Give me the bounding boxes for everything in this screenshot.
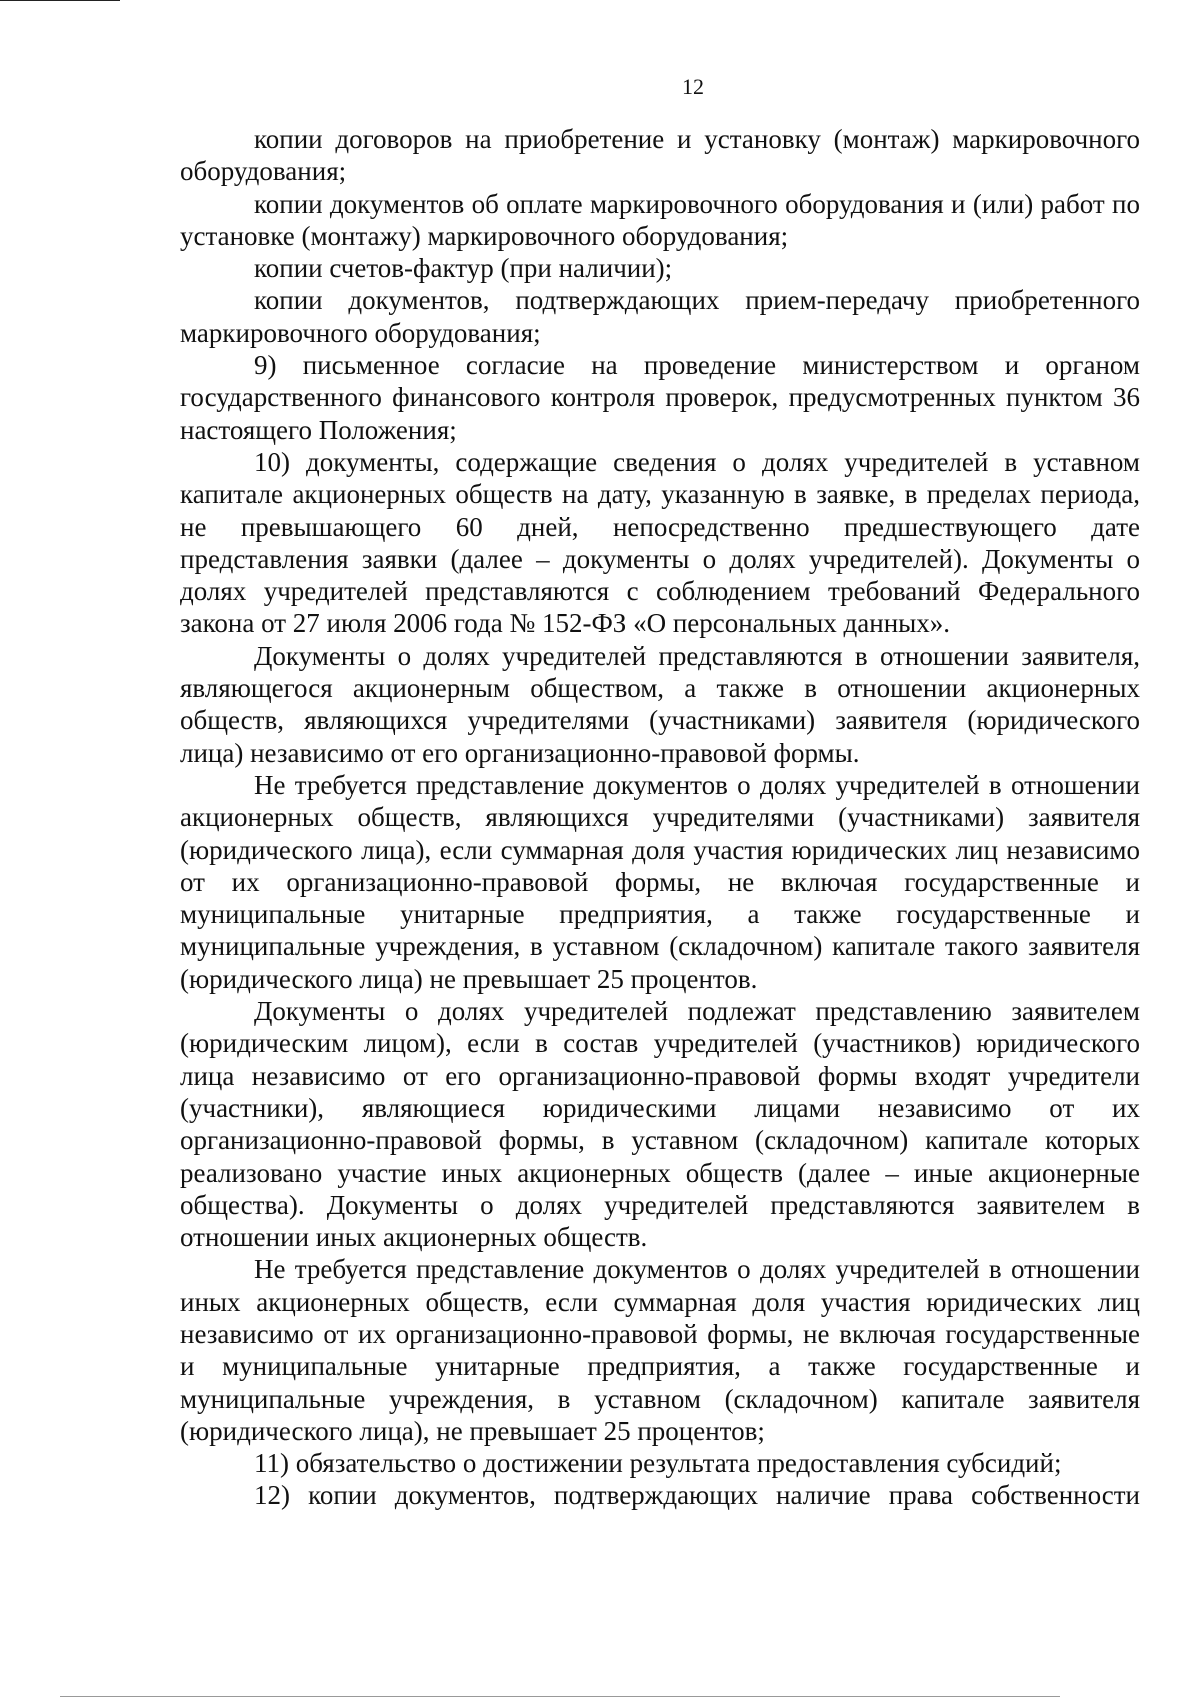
page-number: 12 bbox=[682, 74, 704, 99]
paragraph: Не требуется представление документов о долях учредителей в отношении акционерных обществ, являющихся учредителями (участниками) заявителя (юридического лица), если суммарная доля участия юридических лиц независимо от их организационно-правовой формы, не включая государственные и муниципальные унитарные предприятия, а также государственные и муниципальные учреждения, в уставном (складочном) капитале такого заявителя (юридического лица) не превышает 25 процентов. bbox=[180, 769, 1140, 994]
document-body bbox=[180, 123, 1140, 1512]
scan-edge-line bbox=[0, 0, 120, 1]
paragraph: 9) письменное согласие на проведение министерством и органом государственного финансового контроля проверок, предусмотренных пунктом 36 настоящего Положения; bbox=[180, 350, 1140, 445]
paragraph: 11) обязательство о достижении результата предоставления субсидий; bbox=[254, 1448, 1062, 1479]
paragraph: Документы о долях учредителей представляются в отношении заявителя, являющегося акционерным обществом, а также в отношении акционерных обществ, являющихся учредителями (участниками) заявителя (юридического лица) независимо от его организационно-правовой формы. bbox=[180, 640, 1140, 768]
paragraph: копии счетов-фактур (при наличии); bbox=[254, 253, 673, 284]
paragraph: копии договоров на приобретение и установку (монтаж) маркировочного оборудования; bbox=[180, 124, 1140, 187]
paragraph: 10) документы, содержащие сведения о долях учредителей в уставном капитале акционерных обществ на дату, указанную в заявке, в пределах периода, не превышающего 60 дней, непосредственно предшествующего дате представления заявки (далее – документы о долях учредителей). Документы о долях учредителей представляются с соблюдением требований Федерального закона от 27 июля 2006 года № 152-ФЗ «О персональных данных». bbox=[180, 446, 1140, 639]
paragraph: копии документов, подтверждающих прием-передачу приобретенного маркировочного оборудования; bbox=[180, 285, 1140, 348]
paragraph: копии документов об оплате маркировочного оборудования и (или) работ по установке (монтажу) маркировочного оборудования; bbox=[180, 188, 1140, 251]
scan-edge-line bbox=[60, 1696, 1060, 1697]
paragraph: 12) копии документов, подтверждающих наличие права собственности bbox=[254, 1480, 1140, 1511]
paragraph: Не требуется представление документов о долях учредителей в отношении иных акционерных обществ, если суммарная доля участия юридических лиц независимо от их организационно-правовой формы, не включая государственные и муниципальные унитарные предприятия, а также государственные и муниципальные учреждения, в уставном (складочном) капитале заявителя (юридического лица), не превышает 25 процентов; bbox=[180, 1254, 1140, 1446]
paragraph: Документы о долях учредителей подлежат представлению заявителем (юридическим лицом), если в состав учредителей (участников) юридического лица независимо от его организационно-правовой формы входят учредители (участники), являющиеся юридическими лицами независимо от их организационно-правовой формы, в уставном (складочном) капитале которых реализовано участие иных акционерных обществ (далее – иные акционерные общества). Документы о долях учредителей представляются заявителем в отношении иных акционерных обществ. bbox=[180, 996, 1140, 1253]
